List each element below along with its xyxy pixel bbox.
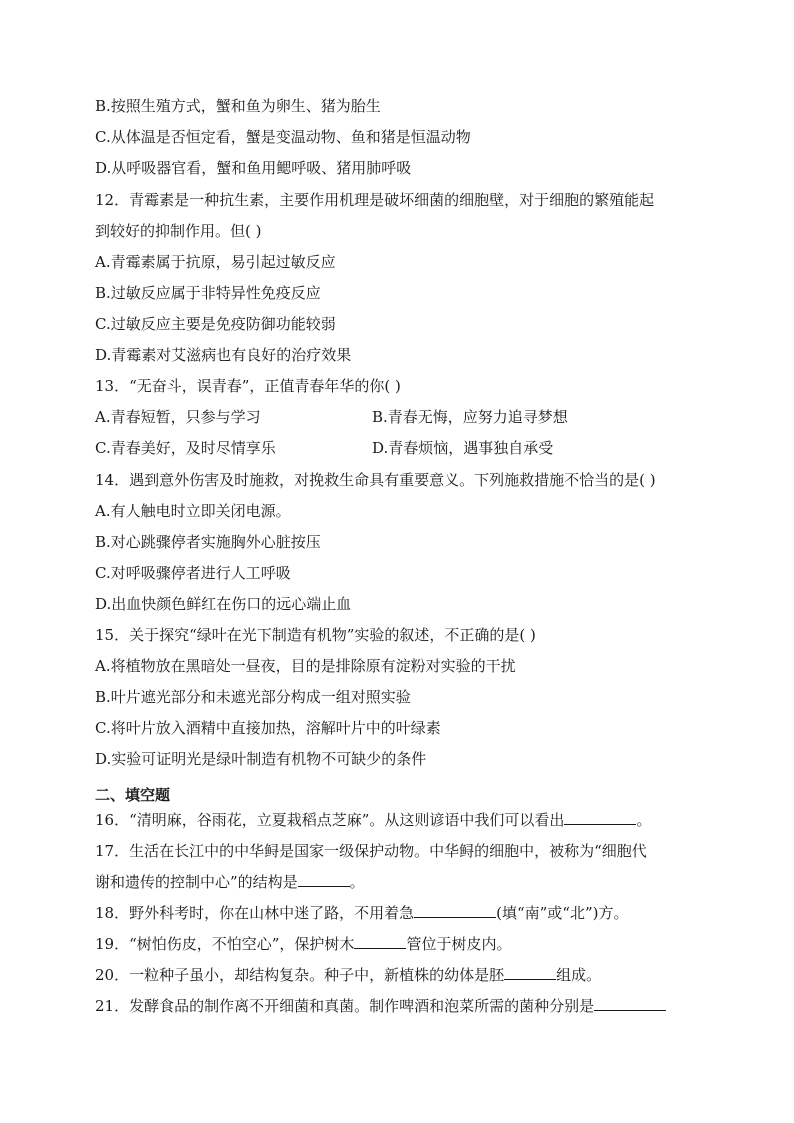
q18-line — [95, 903, 628, 923]
section-heading: 二、填空题 — [95, 786, 171, 804]
q17-text-end: 。 — [349, 873, 365, 891]
q20-line — [95, 965, 601, 985]
q14-option-b: B.对心跳骤停者实施胸外心脏按压 — [95, 533, 321, 551]
q11-option-c: C.从体温是否恒定看，蟹是变温动物、鱼和猪是恒温动物 — [95, 128, 471, 146]
q12-stem-line1: 12．青霉素是一种抗生素，主要作用机理是破坏细菌的细胞壁，对于细胞的繁殖能起 — [95, 191, 655, 209]
q11-option-b: B.按照生殖方式，蟹和鱼为卵生、猪为胎生 — [95, 97, 381, 115]
q15-stem: 15．关于探究“绿叶在光下制造有机物”实验的叙述，不正确的是( ) — [95, 626, 536, 644]
q18-answer-blank[interactable] — [414, 903, 496, 918]
q11-option-d: D.从呼吸器官看，蟹和鱼用鳃呼吸、猪用肺呼吸 — [95, 159, 412, 177]
q20-answer-blank[interactable] — [504, 965, 556, 980]
q15-option-a: A.将植物放在黑暗处一昼夜，目的是排除原有淀粉对实验的干扰 — [95, 657, 516, 675]
q12-option-a: A.青霉素属于抗原，易引起过敏反应 — [95, 253, 336, 271]
q12-option-d: D.青霉素对艾滋病也有良好的治疗效果 — [95, 346, 352, 364]
q13-option-c: C.青春美好，及时尽情享乐 — [95, 439, 276, 457]
q13-stem: 13．“无奋斗，误青春”，正值青春年华的你( ) — [95, 377, 401, 395]
q17-answer-blank[interactable] — [298, 872, 350, 887]
q19-text: 19．“树怕伤皮，不怕空心”，保护树木 — [95, 935, 355, 953]
q16-text-end: 。 — [636, 811, 652, 829]
q12-stem-line2: 到较好的抑制作用。但( ) — [95, 222, 262, 240]
q15-option-d: D.实验可证明光是绿叶制造有机物不可缺少的条件 — [95, 750, 427, 768]
q21-line — [95, 996, 666, 1016]
q13-option-a: A.青春短暂，只参与学习 — [95, 408, 261, 426]
q13-option-b: B.青春无悔，应努力追寻梦想 — [372, 408, 568, 426]
q16-line — [95, 810, 651, 830]
q18-text-end: (填“南”或“北”)方。 — [496, 904, 629, 922]
q15-option-c: C.将叶片放入酒精中直接加热，溶解叶片中的叶绿素 — [95, 719, 441, 737]
q17-line1: 17．生活在长江中的中华鲟是国家一级保护动物。中华鲟的细胞中，被称为“细胞代 — [95, 842, 647, 860]
q17-line2 — [95, 872, 365, 892]
q19-line — [95, 934, 511, 954]
q12-option-b: B.过敏反应属于非特异性免疫反应 — [95, 284, 321, 302]
q19-text-end: 管位于树皮内。 — [406, 935, 512, 953]
q21-text: 21．发酵食品的制作离不开细菌和真菌。制作啤酒和泡菜所需的菌种分别是 — [95, 997, 595, 1015]
q17-text: 谢和遗传的控制中心”的结构是 — [95, 873, 298, 891]
q14-option-d: D.出血快颜色鲜红在伤口的远心端止血 — [95, 595, 352, 613]
q13-option-d: D.青春烦恼，遇事独自承受 — [372, 439, 554, 457]
q20-text-end: 组成。 — [556, 966, 602, 984]
q12-option-c: C.过敏反应主要是免疫防御功能较弱 — [95, 315, 336, 333]
q14-stem: 14．遇到意外伤害及时施救，对挽救生命具有重要意义。下列施救措施不恰当的是( ) — [95, 471, 656, 489]
q16-text: 16．“清明麻，谷雨花，立夏栽稻点芝麻”。从这则谚语中我们可以看出 — [95, 811, 565, 829]
q21-answer-blank[interactable] — [594, 996, 666, 1011]
q19-answer-blank[interactable] — [354, 934, 406, 949]
q14-option-a: A.有人触电时立即关闭电源。 — [95, 502, 291, 520]
q18-text: 18．野外科考时，你在山林中迷了路，不用着急 — [95, 904, 415, 922]
q16-answer-blank[interactable] — [564, 810, 636, 825]
q15-option-b: B.叶片遮光部分和未遮光部分构成一组对照实验 — [95, 688, 411, 706]
q14-option-c: C.对呼吸骤停者进行人工呼吸 — [95, 564, 291, 582]
q20-text: 20．一粒种子虽小，却结构复杂。种子中，新植株的幼体是胚 — [95, 966, 505, 984]
